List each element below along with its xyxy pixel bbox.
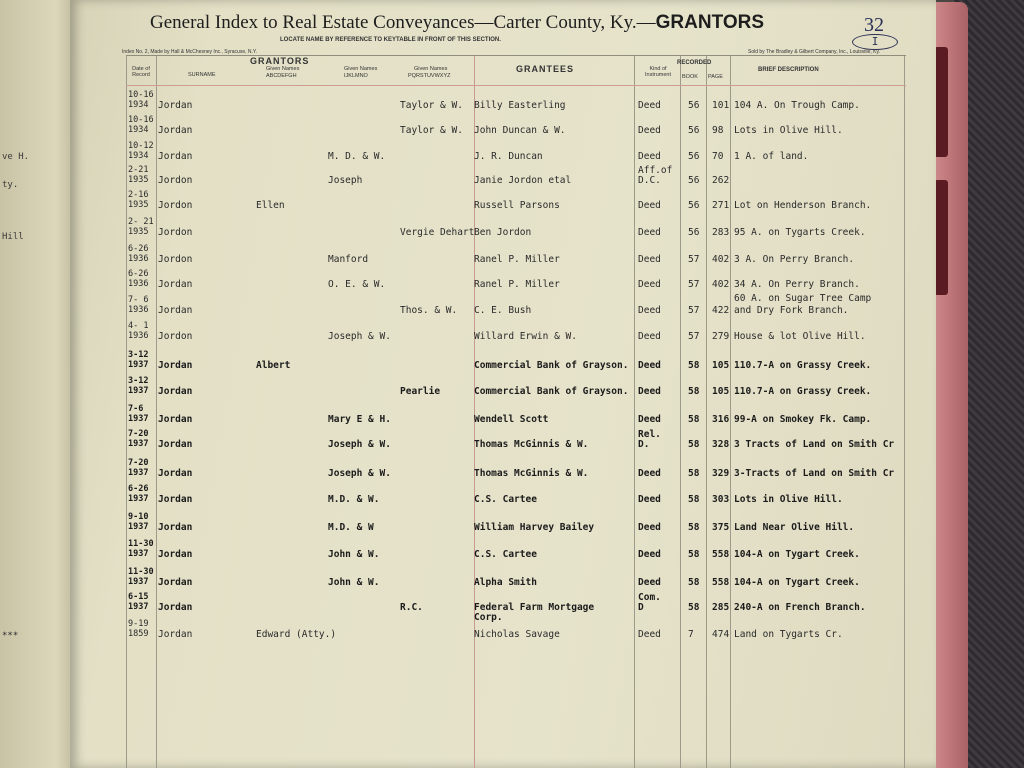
row-surname: Jordan (158, 439, 193, 450)
row-surname: Jordon (158, 254, 193, 265)
row-date: 10-16 (128, 90, 154, 100)
row-given-pqr: Pearlie (400, 386, 441, 397)
row-date: 2-21 (128, 165, 149, 175)
row-grantee: C.S. Cartee (474, 494, 537, 505)
row-surname: Jordan (158, 279, 193, 290)
row-page: 283 (712, 227, 730, 238)
binder-tab (934, 47, 948, 157)
row-year: 1934 (128, 125, 149, 135)
row-grantee-cont: Corp. (474, 612, 503, 623)
row-grantee: William Harvey Bailey (474, 522, 595, 533)
row-year: 1937 (128, 577, 149, 587)
title-main: General Index to Real Estate Conveyances—Carter County, Ky.— (150, 12, 656, 33)
row-given-ijk: Joseph & W. (328, 439, 391, 450)
ledger-page (2, 0, 936, 768)
column-rule (730, 55, 731, 768)
row-book: 58 (688, 468, 700, 479)
col-grantees-header: GRANTEES (516, 64, 575, 74)
left-page-fragment: Hill (2, 232, 24, 242)
row-grantee: C. E. Bush (474, 305, 532, 316)
row-given-ijk: John & W. (328, 577, 380, 588)
row-date: 2-16 (128, 190, 149, 200)
row-book: 56 (688, 151, 700, 162)
column-rule (126, 55, 127, 768)
column-rule (156, 55, 157, 768)
row-year: 1937 (128, 549, 149, 559)
column-rule (706, 55, 707, 768)
row-grantee: C.S. Cartee (474, 549, 537, 560)
row-kind-prefix: Rel. (638, 429, 661, 440)
row-stars: *** (2, 631, 19, 641)
row-date: 9-19 (128, 619, 149, 629)
row-year: 1935 (128, 227, 149, 237)
row-date: 4- 1 (128, 321, 149, 331)
row-given-pqr: Taylor & W. (400, 125, 463, 136)
row-kind: D.C. (638, 175, 661, 186)
col-given2-header: IJKLMNO (344, 73, 368, 79)
row-given-pqr: R.C. (400, 602, 423, 613)
row-page: 402 (712, 279, 730, 290)
title-grantors: GRANTORS (655, 12, 765, 33)
row-given-ijk: M.D. & W. (328, 494, 380, 505)
left-page (0, 0, 80, 768)
row-given-ijk: John & W. (328, 549, 380, 560)
col-surname-header: SURNAME (188, 72, 216, 78)
locate-note: LOCATE NAME BY REFERENCE TO KEYTABLE IN FRONT OF THIS SECTION. (280, 37, 501, 43)
page-sub-number: I (852, 34, 898, 50)
left-page-fragment: ve H. (2, 152, 30, 162)
row-grantee: Ranel P. Miller (474, 279, 560, 290)
row-description: Land Near Olive Hill. (734, 522, 855, 533)
col-page-header: PAGE (708, 74, 723, 80)
row-book: 57 (688, 331, 700, 342)
row-surname: Jordan (158, 151, 193, 162)
row-page: 101 (712, 100, 730, 111)
row-page: 105 (712, 360, 730, 371)
row-kind: Deed (638, 200, 661, 211)
row-date: 6-15 (128, 592, 149, 602)
row-description: 34 A. On Perry Branch. (734, 279, 860, 290)
row-kind: Deed (638, 468, 661, 479)
row-date: 7-6 (128, 404, 144, 414)
row-year: 1937 (128, 414, 149, 424)
binder-tab (934, 180, 948, 295)
row-grantee: Russell Parsons (474, 200, 560, 211)
row-surname: Jordan (158, 386, 193, 397)
col-given3-label: Given Names (414, 66, 448, 72)
row-description: Lot on Henderson Branch. (734, 200, 872, 211)
row-kind: Deed (638, 151, 661, 162)
column-rule (680, 55, 681, 768)
row-given-ijk: Joseph (328, 175, 363, 186)
row-surname: Jordan (158, 629, 193, 640)
row-grantee: Janie Jordon etal (474, 175, 572, 186)
row-surname: Jordon (158, 331, 193, 342)
row-page: 474 (712, 629, 730, 640)
row-book: 58 (688, 439, 700, 450)
row-kind: Deed (638, 254, 661, 265)
row-year: 1937 (128, 468, 149, 478)
publisher-note: Index No. 2, Made by Hall & McChesney Inc., Syracuse, N.Y. (122, 49, 257, 55)
row-page: 328 (712, 439, 730, 450)
row-kind: D (638, 602, 644, 613)
row-description: 99-A on Smokey Fk. Camp. (734, 414, 872, 425)
col-kind-header: Kind of Instrument (645, 66, 671, 78)
row-kind: Deed (638, 577, 661, 588)
header-rule (126, 85, 906, 86)
row-surname: Jordan (158, 414, 193, 425)
row-year: 1937 (128, 360, 149, 370)
row-kind-prefix: Aff.of (638, 165, 673, 176)
col-recorded-header: RECORDED (677, 60, 712, 66)
seller-note: Sold by The Bradley & Gilbert Company, Inc., Louisville, Ky. (748, 49, 881, 55)
row-kind: Deed (638, 360, 661, 371)
row-book: 58 (688, 414, 700, 425)
row-surname: Jordan (158, 522, 193, 533)
row-year: 1936 (128, 254, 149, 264)
row-kind: Deed (638, 125, 661, 136)
row-surname: Jordan (158, 577, 193, 588)
row-page: 105 (712, 386, 730, 397)
row-grantee: Nicholas Savage (474, 629, 560, 640)
row-book: 57 (688, 279, 700, 290)
row-book: 58 (688, 360, 700, 371)
row-surname: Jordan (158, 100, 193, 111)
row-description: 104 A. On Trough Camp. (734, 100, 860, 111)
row-grantee: Willard Erwin & W. (474, 331, 577, 342)
row-year: 1937 (128, 386, 149, 396)
row-page: 271 (712, 200, 730, 211)
row-book: 57 (688, 254, 700, 265)
row-year: 1934 (128, 151, 149, 161)
row-page: 316 (712, 414, 730, 425)
row-book: 58 (688, 386, 700, 397)
row-given-ijk: Joseph & W. (328, 468, 391, 479)
col-grantors-header: GRANTORS (250, 56, 310, 66)
row-book: 58 (688, 494, 700, 505)
row-grantee: Ben Jordon (474, 227, 532, 238)
row-kind: Deed (638, 494, 661, 505)
row-surname: Jordan (158, 125, 193, 136)
row-grantee: Thomas McGinnis & W. (474, 439, 589, 450)
row-book: 56 (688, 125, 700, 136)
row-grantee: Alpha Smith (474, 577, 537, 588)
row-grantee: J. R. Duncan (474, 151, 543, 162)
row-given-abc: Ellen (256, 200, 285, 211)
row-date: 11-30 (128, 567, 154, 577)
row-given-ijk: Joseph & W. (328, 331, 391, 342)
row-date: 7-20 (128, 458, 149, 468)
row-description: 3 A. On Perry Branch. (734, 254, 855, 265)
row-date: 2- 21 (128, 217, 154, 227)
row-year: 1937 (128, 494, 149, 504)
row-description: Lots in Olive Hill. (734, 125, 843, 136)
row-page: 285 (712, 602, 730, 613)
col-given3-header: PQRSTUVWXYZ (408, 73, 451, 79)
col-date-header: Date of Record (132, 66, 150, 78)
row-page: 279 (712, 331, 730, 342)
row-surname: Jordan (158, 549, 193, 560)
row-given-ijk: M. D. & W. (328, 151, 386, 162)
row-date: 6-26 (128, 269, 149, 279)
row-given-ijk: Mary E & H. (328, 414, 391, 425)
row-year: 1934 (128, 100, 149, 110)
row-given-abc: Edward (Atty.) (256, 629, 337, 640)
left-page-fragment: ty. (2, 180, 19, 190)
row-given-pqr: Vergie Dehart (400, 227, 475, 238)
row-description: 110.7-A on Grassy Creek. (734, 386, 872, 397)
row-date: 7-20 (128, 429, 149, 439)
col-book-header: BOOK (682, 74, 698, 80)
row-given-pqr: Taylor & W. (400, 100, 463, 111)
row-grantee: Federal Farm Mortgage (474, 602, 595, 613)
row-kind: Deed (638, 227, 661, 238)
row-kind: Deed (638, 522, 661, 533)
row-surname: Jordan (158, 468, 193, 479)
row-book: 56 (688, 100, 700, 111)
row-year: 1937 (128, 522, 149, 532)
row-kind: D. (638, 439, 650, 450)
row-description: 104-A on Tygart Creek. (734, 549, 860, 560)
row-page: 422 (712, 305, 730, 316)
row-kind: Deed (638, 305, 661, 316)
row-description: 3-Tracts of Land on Smith Cr (734, 468, 895, 479)
row-page: 262 (712, 175, 730, 186)
row-year: 1859 (128, 629, 149, 639)
row-year: 1937 (128, 602, 149, 612)
row-book: 56 (688, 175, 700, 186)
row-date: 3-12 (128, 376, 149, 386)
row-date: 6-26 (128, 244, 149, 254)
row-grantee: Commercial Bank of Grayson. (474, 386, 629, 397)
row-page: 558 (712, 549, 730, 560)
row-book: 58 (688, 522, 700, 533)
row-book: 57 (688, 305, 700, 316)
row-description-line1: 60 A. on Sugar Tree Camp (734, 293, 872, 304)
page-number: 32 (864, 14, 884, 36)
row-book: 7 (688, 629, 694, 640)
header-rule (126, 55, 906, 56)
row-book: 58 (688, 602, 700, 613)
col-given2-label: Given Names (344, 66, 378, 72)
row-book: 56 (688, 200, 700, 211)
row-page: 558 (712, 577, 730, 588)
row-grantee: Wendell Scott (474, 414, 549, 425)
row-date: 7- 6 (128, 295, 149, 305)
row-date: 9-10 (128, 512, 149, 522)
row-page: 402 (712, 254, 730, 265)
row-date: 3-12 (128, 350, 149, 360)
row-description: 110.7-A on Grassy Creek. (734, 360, 872, 371)
row-year: 1936 (128, 305, 149, 315)
page-title (150, 12, 764, 34)
row-kind: Deed (638, 629, 661, 640)
col-given1-label: Given Names (266, 66, 300, 72)
row-kind: Deed (638, 279, 661, 290)
row-year: 1935 (128, 200, 149, 210)
row-surname: Jordan (158, 360, 193, 371)
row-page: 303 (712, 494, 730, 505)
row-surname: Jordon (158, 200, 193, 211)
row-kind: Deed (638, 414, 661, 425)
row-given-ijk: Manford (328, 254, 369, 265)
row-year: 1936 (128, 331, 149, 341)
row-grantee: Ranel P. Miller (474, 254, 560, 265)
row-grantee: Commercial Bank of Grayson. (474, 360, 629, 371)
column-rule (634, 55, 635, 768)
row-date: 6-26 (128, 484, 149, 494)
row-year: 1936 (128, 279, 149, 289)
row-page: 329 (712, 468, 730, 479)
column-rule (904, 55, 905, 768)
row-kind: Deed (638, 386, 661, 397)
row-given-ijk: M.D. & W (328, 522, 374, 533)
row-page: 375 (712, 522, 730, 533)
row-description: Lots in Olive Hill. (734, 494, 843, 505)
row-description: House & lot Olive Hill. (734, 331, 866, 342)
row-surname: Jordon (158, 227, 193, 238)
row-given-ijk: O. E. & W. (328, 279, 386, 290)
row-date: 11-30 (128, 539, 154, 549)
row-given-pqr: Thos. & W. (400, 305, 458, 316)
row-grantee: John Duncan & W. (474, 125, 566, 136)
row-given-abc: Albert (256, 360, 291, 371)
row-description: 1 A. of land. (734, 151, 809, 162)
row-year: 1935 (128, 175, 149, 185)
row-date: 10-16 (128, 115, 154, 125)
row-description: 240-A on French Branch. (734, 602, 866, 613)
row-grantee: Billy Easterling (474, 100, 566, 111)
row-surname: Jordon (158, 175, 193, 186)
row-description: 3 Tracts of Land on Smith Cr (734, 439, 895, 450)
row-year: 1937 (128, 439, 149, 449)
row-description: 104-A on Tygart Creek. (734, 577, 860, 588)
row-kind: Deed (638, 331, 661, 342)
row-description: and Dry Fork Branch. (734, 305, 849, 316)
row-surname: Jordan (158, 602, 193, 613)
row-description: 95 A. on Tygarts Creek. (734, 227, 866, 238)
row-grantee: Thomas McGinnis & W. (474, 468, 589, 479)
col-description-header: BRIEF DESCRIPTION (758, 67, 819, 73)
row-description: Land on Tygarts Cr. (734, 629, 843, 640)
row-page: 70 (712, 151, 724, 162)
row-kind: Deed (638, 100, 661, 111)
row-surname: Jordan (158, 494, 193, 505)
row-book: 58 (688, 577, 700, 588)
row-surname: Jordan (158, 305, 193, 316)
col-given1-header: ABCDEFGH (266, 73, 297, 79)
row-book: 58 (688, 549, 700, 560)
row-kind: Deed (638, 549, 661, 560)
row-date: 10-12 (128, 141, 154, 151)
row-book: 56 (688, 227, 700, 238)
row-kind-prefix: Com. (638, 592, 661, 603)
row-page: 98 (712, 125, 724, 136)
